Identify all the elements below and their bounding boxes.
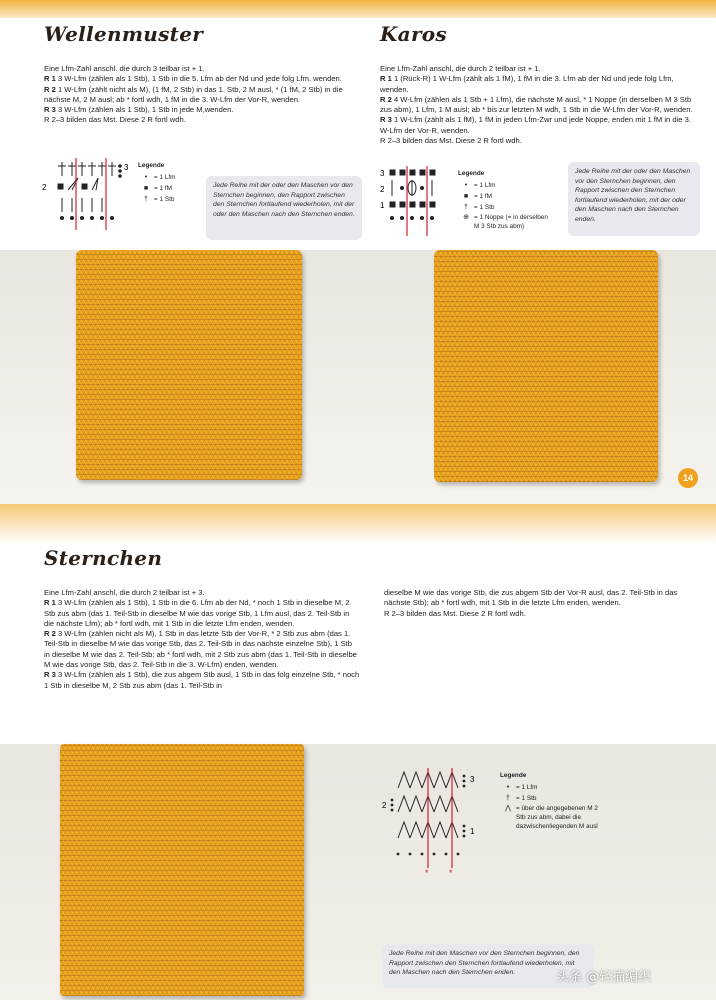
stern-row-num-1: 1 [470, 827, 475, 836]
legend-item: • = 1 Lfm [144, 174, 176, 181]
wellen-intro: Eine Lfm-Zahl anschl. die durch 3 teilbar ist + 1. [44, 64, 205, 73]
stern-row-3-cont: dieselbe M wie das vorige Stb, die zus abgem Stb der Vor-R ausl, das 2. Teil-Stb in das nächste Stb); ab * fortl wdh, mit 1 Stb in die letzte Lfm enden, wenden. [384, 588, 678, 608]
stern-title: Sternchen [44, 546, 163, 570]
stern-row-1: R 1 3 W-Lfm (zählen als 1 Stb), 1 Stb in die 6. Lfm ab der Nd, * noch 1 Stb in dieselbe M, 2 Stb zus abm (das 1. Teil-Stb in dieselbe M wie das vorige Stb, 1 Lfm ausl, das 2. Teil-Stb in die nächste Lfm); ab * fortl wdh, mit 1 Stb in die letzte Lfm enden, wenden. [44, 598, 350, 628]
legend-item: • = 1 Lfm [464, 182, 496, 189]
wellen-instructions [44, 64, 366, 126]
wellen-legend [138, 160, 176, 205]
stern-row-2: R 2 3 W-Lfm (zählen nicht als M), 1 Stb in das letzte Stb der Vor-R, * 2 Stb zus abm (das 1. Teil-Stb in dieselbe M wie das vorige Stb, das 2. Teil-Stb in das nächste einzelne Stb), 1 Stb in dieselbe M wie das 2. Teil-Stb; ab * fortl wdh, mit 2 Stb zus abm (das 1. Teil-Stb in dieselbe M wie das vorige Stb, das 2. Teil-Stb in die 3. W-Lfm) enden, wenden. [44, 629, 357, 670]
legend-item: † = 1 Stb [506, 795, 537, 802]
stern-instructions-col2 [384, 588, 700, 619]
wellen-legend-title: Legende [138, 162, 165, 169]
karos-swatch-photo [434, 250, 658, 482]
stern-legend [500, 770, 620, 831]
wellen-row-num-3: 3 [124, 163, 129, 172]
page-number-badge: 14 [678, 468, 698, 488]
karos-row-3: R 3 1 W-Lfm (zählt als 1 fM), 1 fM in jeden Lfm-Zwr und jede Noppe, enden mit 1 fM in die 3. W-Lfm der Vor-R, wenden. [380, 115, 691, 135]
wellen-chart-diagram [40, 156, 130, 234]
wellen-title: Wellenmuster [44, 22, 204, 46]
karos-row-num-3: 3 [380, 169, 385, 178]
karos-title: Karos [380, 22, 447, 46]
wellen-row-2: R 2 1 W-Lfm (zählt nicht als M), (1 fM, 2 Stb) in das 1. Stb, 2 M ausl, * (1 fM, 2 Stb) in die nächste M, 2 M ausl; ab * fortl wdh, 1 fM in die 3. W-Lfm der Vor-R, wenden. [44, 84, 343, 104]
karos-row-2: R 2 4 W-Lfm (zählen als 1 Stb + 1 Lfm), die nächste M ausl, * 1 Noppe (in derselben M 3 Stb zus abm), 1 Lfm, 1 M ausl; ab * bis zur letzten M wdh, 1 Stb in die W-Lfm der Vor-R, wenden. [380, 94, 693, 115]
karos-instructions [380, 64, 702, 146]
stern-outro: R 2–3 bilden das Mst. Diese 2 R fortl wdh. [384, 608, 526, 618]
watermark-text: 头条 @轻描编织 [556, 970, 652, 985]
top-band [0, 0, 716, 18]
karos-legend-title: Legende [458, 170, 485, 177]
karos-note: Jede Reihe mit der oder den Maschen vor den Sternchen beginnen, den Rapport zwischen den Sternchen fortlaufend wiederholen, mit der oder den Maschen nach den Sternchen enden. [568, 162, 700, 236]
karos-intro: Eine Lfm-Zahl anschl, die durch 2 teilbar ist + 1. [380, 64, 541, 73]
svg-text:*: * [425, 868, 429, 878]
legend-item: • = 1 Lfm [506, 784, 538, 791]
wellen-note: Jede Reihe mit der oder den Maschen vor den Sternchen beginnen, den Rapport zwischen den Sternchen fortlaufend wiederholen, mit der oder den Maschen nach den Sternchen enden. [206, 176, 362, 240]
stern-row-num-2: 2 [382, 801, 387, 810]
karos-legend [458, 168, 558, 231]
svg-text:*: * [449, 868, 453, 878]
stern-row-num-3: 3 [470, 775, 475, 784]
stern-intro: Eine Lfm-Zahl anschl, die durch 2 teilbar ist + 3. [44, 588, 205, 597]
wellen-outro: R 2–3 bilden das Mst. Diese 2 R fortl wdh. [44, 115, 186, 125]
legend-item: ■ = 1 fM [463, 193, 492, 200]
wellen-row-num-2: 2 [42, 183, 47, 192]
legend-item: ⋀ = über die angegebenen M 2 Stb zus abm, dabei die dazwischenliegenden M ausl [505, 805, 598, 830]
legend-item: ■ = 1 fM [143, 185, 172, 192]
wellen-row-1: R 1 3 W-Lfm (zählen als 1 Stb), 1 Stb in die 5. Lfm ab der Nd und jede folg Lfm. wenden. [44, 74, 342, 84]
stern-legend-title: Legende [500, 772, 527, 779]
middle-band [0, 504, 716, 544]
karos-outro: R 2–3 bilden das Mst. Diese 2 R fortl wdh. [380, 136, 522, 146]
legend-item: ⊕ = 1 Noppe (= in derselben M 3 Stb zus abm) [463, 214, 548, 230]
karos-row-num-1: 1 [380, 201, 385, 210]
wellen-swatch-photo [76, 250, 302, 480]
legend-item: † = 1 Stb [464, 204, 495, 211]
karos-row-num-2: 2 [380, 185, 385, 194]
stern-swatch-photo [60, 744, 304, 996]
stern-chart-diagram [380, 768, 484, 878]
stern-row-3: R 3 3 W-Lfm (zählen als 1 Stb), die zus abgem Stb ausl, 1 Stb in das folg einzelne Stb, * noch 1 Stb in dieselbe M, 2 Stb zus abm (das 1. Teil-Stb in [44, 670, 360, 690]
wellen-row-3: R 3 3 W-Lfm (zählen als 1 Stb), 1 Stb in jede M,wenden. [44, 105, 234, 115]
legend-item: † = 1 Stb [144, 196, 175, 203]
stern-instructions [44, 588, 360, 691]
karos-chart-diagram [378, 164, 456, 240]
karos-row-1: R 1 1 (Rück-R) 1 W-Lfm (zählt als 1 fM), 1 fM in die 3. Lfm ab der Nd und jede folg Lfm, wenden. [380, 74, 674, 94]
stern-note: Jede Reihe mit den Maschen vor den Sternchen beginnen, den Rapport zwischen den Sternchen fortlaufend wiederholen, mit den Maschen nach den Sternchen enden. [382, 944, 594, 988]
